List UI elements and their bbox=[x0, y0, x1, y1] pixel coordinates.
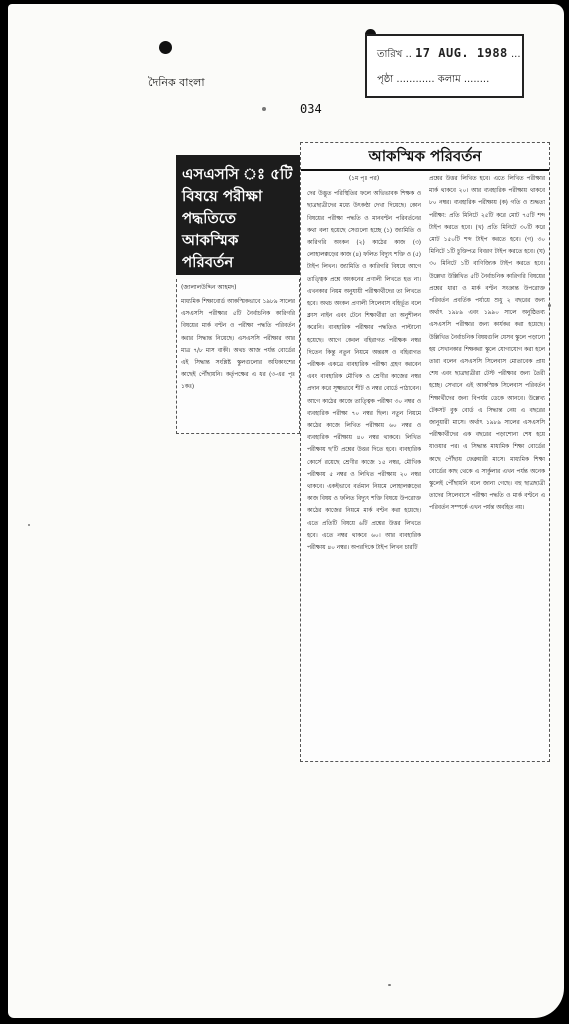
article-intro-text: মাধ্যমিক শিক্ষাবোর্ড আকস্মিকভাবে ১৯৮৯ সালের এসএসসি পরীক্ষার ৫টি নৈর্বাচনিক কারিগরি বিষয়ের মার্ক বণ্টন ও পরীক্ষা পদ্ধতি পরিবর্তন করার সিদ্ধান্ত নিয়েছে। এসএসসি পরীক্ষার আর মাত্র ৭/৮ মাস বাকী। অথচ আজ পর্যন্ত বোর্ডের এই সিদ্ধান্ত সংশ্লিষ্ট স্কুলগুলোর অধিকাংশের কাছেই পৌঁছায়নি। কর্তৃপক্ষের এ ধর (৩-এর পৃঃ ১কঃ) bbox=[181, 299, 295, 391]
punch-hole-icon bbox=[159, 41, 172, 54]
headline-line: বিষয়ে পরীক্ষা bbox=[182, 187, 263, 205]
news-clipping-left bbox=[176, 279, 300, 434]
headline-line: আকস্মিক bbox=[182, 231, 239, 249]
stamp-date-value: 17 AUG. 1988 bbox=[415, 46, 508, 60]
date-stamp: তারিখ .. 17 AUG. 1988 ... পৃষ্ঠা ............ কলাম ........ bbox=[365, 34, 524, 98]
ink-speck bbox=[548, 304, 551, 307]
article-column-2 bbox=[429, 173, 545, 758]
stamp-page-label: পৃষ্ঠা bbox=[377, 74, 394, 85]
headline-box bbox=[176, 155, 300, 275]
ink-speck bbox=[388, 984, 391, 986]
stamp-date-label: তারিখ bbox=[377, 49, 403, 60]
article-column-2-text: প্রশ্নের উত্তর লিখিত হবে। এতে লিখিত পরীক্ষার মার্ক থাকবে ২০। আর ব্যবহারিক পরীক্ষায় থাকবে ৮০ নম্বর। ব্যবহারিক পরীক্ষায় (ক) গতি ও শুদ্ধতা পরীক্ষা: প্রতি মিনিটে ২৫টি করে মোট ৭৫টি শব্দ টাইপ করতে হবে। (খ) প্রতি মিনিটে ৩০টি করে মোট ১৫০টি শব্দ টাইপ করতে হবে। (গ) ৩০ মিনিটে ১টি চুক্তিপত্র বিবরণ টাইপ করতে হবে। (ঘ) ৩০ মিনিটে ১টি বাণিজ্যিক টাইপ করতে হবে। উল্লেখ্য উল্লিখিত ৫টি নৈর্বাচনিক কারিগরি বিষয়ের প্রশ্নের ধারা ও মার্ক বণ্টন সংক্রান্ত উপরোক্ত পরিবর্তন প্রবর্তিক পর্যায়ে শুধু ২ বছরের জন্য অর্থাৎ ১৯৮৯ এবং ১৯৯০ সালে অনুষ্ঠিতব্য এসএসসি পরীক্ষার জন্য কার্যকর করা হয়েছে। উল্লিখিত নৈর্বাচনিক বিষয়গুলি যেসব স্কুলে পড়ানো হয় সেখানকার শিক্ষকরা স্কুলে যোগাযোগ করা হলে তারা বলেন এসএসসি সিলেবাস মোতাবেক প্রায় শেষ এবং ছাত্রছাত্রীরা টেস্ট পরীক্ষার জন্য তৈরী হচ্ছে। সেখানে এই আকস্মিক সিলেবাস পরিবর্তন শিক্ষার্থীদের জন্য বিপর্যয় ডেকে আনবে। উল্লেখ্য টেকসট বুক বোর্ড এ সিদ্ধান্ত নেয় এ বছরের জানুয়ারী মাসে। অর্থাৎ ১৯৮৯ সালের এসএসসি পরীক্ষার্থীদের এক বছরের পড়াশোনা শেষ হয়ে যাওয়ার পর। এ সিদ্ধান্ত মাধ্যমিক শিক্ষা বোর্ডের কাছে পৌঁছায় ফেব্রুয়ারী মাসে। মাধ্যমিক শিক্ষা বোর্ডের কাছ থেকে এ সার্কুলার এখন পর্যন্ত অনেক স্কুলেই পৌঁছায়নি বলে জানা গেছে। বহু ছাত্রছাত্রী তাদের সিলেবাসে পরীক্ষা পদ্ধতি ও মার্ক বণ্টনে এ পরিবর্তন সম্পর্কে এখন পর্যন্ত অবহিত নয়। bbox=[429, 176, 545, 512]
article-column-1-text: দের উদ্ভূত পরিস্থিতির ফলে অভিভাবক শিক্ষক ও ছাত্রছাত্রীদের মধ্যে উৎকণ্ঠা দেখা দিয়েছে। কোন বিষয়ের পরীক্ষা পদ্ধতি ও মানবণ্টন পরিবর্তনের কথা বলা হয়েছে সেগুলো হচ্ছে (১) জ্যামিতি ও কারিগরি অংকন (২) কাঠের কাজ (৩) লোহালক্কড়ের কাজ (৪) ফলিত বিদ্যুৎ শক্তি ও (৫) টাইপ লিখন। জ্যামিতি ও কারিগরি বিষয়ে আগে তাত্ত্বিক প্রশ্নে অংকনের প্রণালী লিখতে হত না। এখনকার নিয়ম অনুযায়ী পরীক্ষার্থীদের তা লিখতে হবে। অথচ অংকন প্রণালী সিলেবাস বহির্ভূত বলে ক্লাস নাইন এবং টেনে শিক্ষার্থীরা তা অনুশীলন করেনি। ব্যবহারিক পরীক্ষার পদ্ধতিও পাল্টানো হয়েছে। আগে কেবল বহিরাগত পরীক্ষক নম্বর দিতেন কিন্তু নতুন নিয়মে অন্তরঙ্গ ও বহিরাগত পরীক্ষক একত্রে ব্যবহারিক পরীক্ষা গ্রহণ করবেন এবং ব্যবহারিক মৌখিক ও শ্রেণীর কাজের নম্বর প্রদান করে সূক্ষ্মভাবে শীট ও নম্বর বোর্ডে পাঠাবেন। আগে কাঠের কাজে তাত্ত্বিক পরীক্ষা ৩০ নম্বর ও ব্যবহারিক পরীক্ষা ৭০ নম্বর ছিল। নতুন নিয়মে কাঠের কাজে লিখিত পরীক্ষায় ৬০ নম্বর ও ব্যবহারিক পরীক্ষায় ৪০ নম্বর থাকবে। লিখিত পরীক্ষায় ছ'টি প্রশ্নের উত্তর দিতে হবে। ব্যবহারিক কোর্সে রয়েছে শ্রেণীর কাজে ১৫ নম্বর, মৌখিক পরীক্ষায় ৫ নম্বর ও লিখিত পরীক্ষায় ২০ নম্বর থাকবে। একইভাবে বর্তমান নিয়মে লোহালক্কড়ের কাজ বিষয় ও ফলিত বিদ্যুৎ শক্তি বিষয়ে উপরোক্ত কাঠের কাজের নিয়মে মার্ক বণ্টন করা হয়েছে। এতে প্রতিটি বিষয়ে ৬টি প্রশ্নের উত্তর লিখতে হবে। এতে নম্বর থাকবে ৬০। আর ব্যবহারিক পরীক্ষায় ৪০ নম্বর। অপরদিকে টাইপ লিখন চারটি bbox=[307, 191, 421, 552]
article-banner-title: আকস্মিক পরিবর্তন bbox=[301, 143, 549, 171]
headline-line: পরিবর্তন bbox=[182, 253, 234, 271]
news-clipping-right bbox=[300, 142, 550, 762]
headline-line: পদ্ধতিতে bbox=[182, 209, 237, 227]
headline-line: এসএসসি ঃ ৫টি bbox=[182, 165, 293, 183]
newspaper-name: দৈনিক বাংলা bbox=[148, 76, 205, 89]
article-column-1 bbox=[307, 173, 421, 758]
archive-sheet bbox=[8, 4, 564, 1018]
byline: (জালালউদ্দিন আহমদ) bbox=[181, 284, 237, 291]
page-number: 034 bbox=[300, 102, 322, 116]
continuation-marker: (১ম পৃঃ পর) bbox=[348, 175, 380, 182]
ink-speck bbox=[262, 107, 266, 111]
ink-speck bbox=[28, 524, 30, 526]
stamp-column-label: কলাম bbox=[437, 74, 461, 85]
